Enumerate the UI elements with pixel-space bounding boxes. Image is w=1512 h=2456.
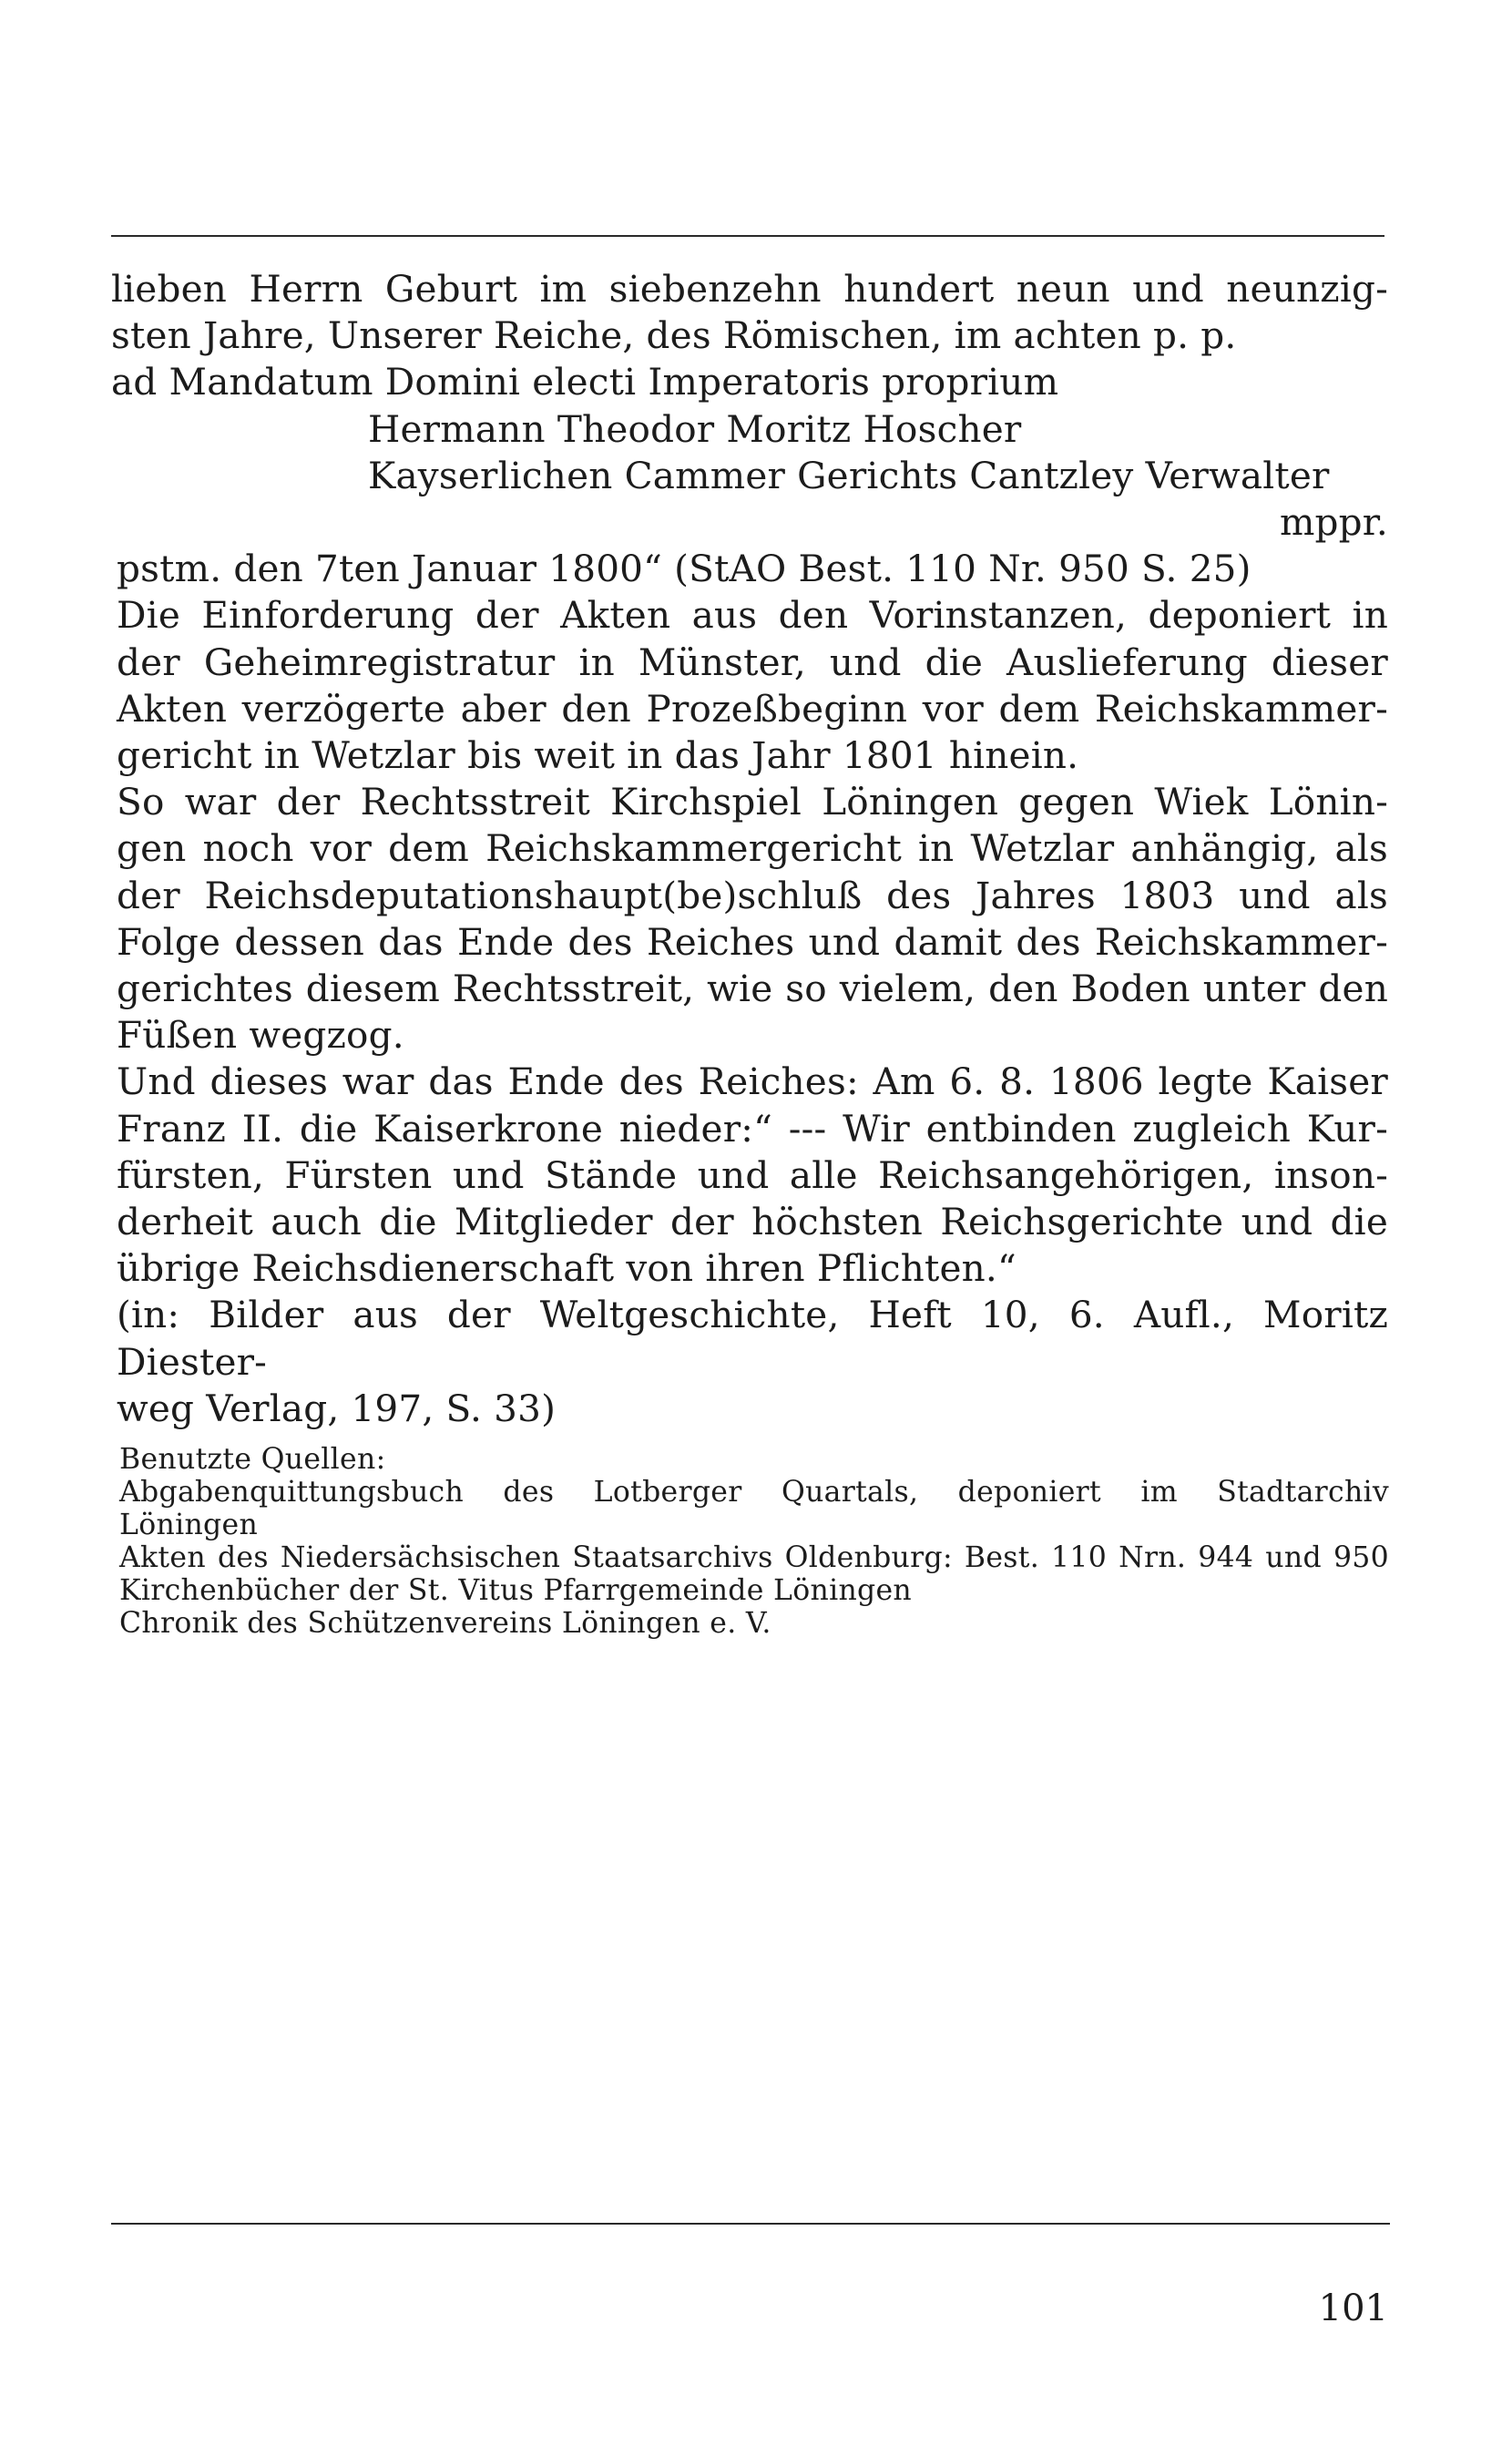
source-item: Akten des Niedersächsischen Staatsarchivs Oldenburg: Best. 110 Nrn. 944 und 950 — [119, 1541, 1389, 1574]
text-line: Folge dessen das Ende des Reiches und damit des Reichskammer- — [117, 919, 1388, 964]
text-line: übrige Reichsdienerschaft von ihren Pflichten.“ — [117, 1246, 1017, 1291]
text-line: So war der Rechtsstreit Kirchspiel Löningen gegen Wiek Lönin- — [117, 780, 1388, 824]
footer-rule — [111, 2223, 1390, 2225]
source-item: Kirchenbücher der St. Vitus Pfarrgemeinde Löningen — [119, 1574, 913, 1607]
text-line: derheit auch die Mitglieder der höchsten Reichsgerichte und die — [117, 1200, 1388, 1244]
text-line: gerichtes diesem Rechtsstreit, wie so vielem, den Boden unter den — [117, 967, 1388, 1011]
source-item: Chronik des Schützenvereins Löningen e. V. — [119, 1607, 771, 1640]
text-line: pstm. den 7ten Januar 1800“ (StAO Best. 110 Nr. 950 S. 25) — [117, 547, 1251, 591]
text-line: fürsten, Fürsten und Stände und alle Reichsangehörigen, inson- — [117, 1152, 1388, 1197]
page-number: 101 — [1318, 2287, 1388, 2329]
text-line: gen noch vor dem Reichskammergericht in Wetzlar anhängig, als — [117, 826, 1388, 871]
source-item: Abgabenquittungsbuch des Lotberger Quartals, deponiert im Stadtarchiv — [119, 1476, 1389, 1509]
text-line: der Reichsdeputationshaupt(be)schluß des Jahres 1803 und als — [117, 873, 1388, 917]
text-line: ad Mandatum Domini electi Imperatoris proprium — [111, 360, 1059, 404]
signature-title-line: Kayserlichen Cammer Gerichts Cantzley Verwalter — [368, 453, 1330, 497]
text-line: Akten verzögerte aber den Prozeßbeginn vor dem Reichskammer- — [117, 686, 1388, 731]
signature-name-line: Hermann Theodor Moritz Hoscher — [368, 406, 1022, 451]
signature-mppr-line: mppr. — [1279, 500, 1388, 545]
body-text — [111, 266, 1388, 1432]
header-rule — [111, 235, 1384, 237]
citation-line: (in: Bilder aus der Weltgeschichte, Heft 10, 6. Aufl., Moritz Diester- — [117, 1293, 1388, 1384]
citation-line: weg Verlag, 197, S. 33) — [117, 1386, 557, 1430]
text-line: der Geheimregistratur in Münster, und die Auslieferung dieser — [117, 640, 1388, 684]
source-item: Löningen — [119, 1509, 259, 1541]
sources-heading: Benutzte Quellen: — [119, 1443, 386, 1476]
text-line: sten Jahre, Unserer Reiche, des Römischen, im achten p. p. — [111, 313, 1237, 358]
text-line: Füßen wegzog. — [117, 1013, 404, 1058]
text-line: lieben Herrn Geburt im siebenzehn hundert neun und neunzig- — [111, 267, 1388, 311]
sources-section — [119, 1443, 1389, 1640]
text-line: Franz II. die Kaiserkrone nieder:“ --- Wir entbinden zugleich Kur- — [117, 1106, 1388, 1151]
text-line: Die Einforderung der Akten aus den Vorinstanzen, deponiert in — [117, 593, 1388, 638]
text-line: gericht in Wetzlar bis weit in das Jahr 1801 hinein. — [117, 733, 1079, 778]
text-line: Und dieses war das Ende des Reiches: Am 6. 8. 1806 legte Kaiser — [117, 1059, 1388, 1104]
